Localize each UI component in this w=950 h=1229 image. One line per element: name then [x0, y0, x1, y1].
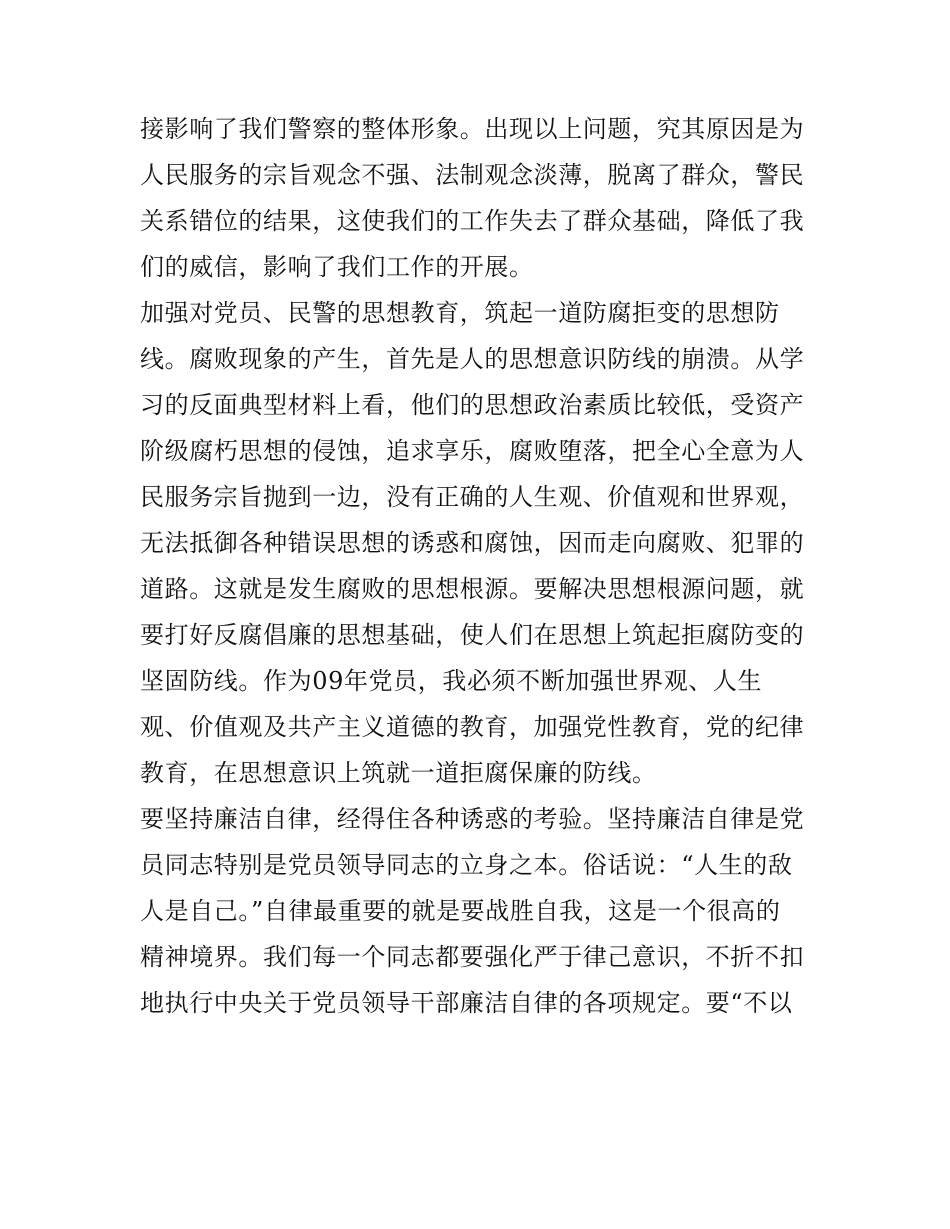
text-line: 要打好反腐倡廉的思想基础，使人们在思想上筑起拒腐防变的 [140, 621, 805, 649]
text-line: 教育，在思想意识上筑就一道拒腐保廉的防线。 [140, 759, 657, 787]
text-line: 精神境界。我们每一个同志都要强化严于律己意识，不折不扣 [140, 943, 805, 971]
text-line: 加强对党员、民警的思想教育，筑起一道防腐拒变的思想防 [140, 299, 780, 327]
text-line: 员同志特别是党员领导同志的立身之本。俗话说：“人生的敌 [140, 851, 793, 879]
text-line: 线。腐败现象的产生，首先是人的思想意识防线的崩溃。从学 [140, 345, 805, 373]
text-line: 习的反面典型材料上看，他们的思想政治素质比较低，受资产 [140, 391, 805, 419]
text-line: 接影响了我们警察的整体形象。出现以上问题，究其原因是为 [140, 115, 805, 143]
text-line: 地执行中央关于党员领导干部廉洁自律的各项规定。要“不以 [140, 989, 793, 1017]
text-line: 坚固防线。作为09年党员，我必须不断加强世界观、人生 [140, 667, 763, 695]
text-line: 阶级腐朽思想的侵蚀，追求享乐，腐败堕落，把全心全意为人 [140, 437, 805, 465]
text-line: 人民服务的宗旨观念不强、法制观念淡薄，脱离了群众，警民 [140, 161, 805, 189]
text-line: 关系错位的结果，这使我们的工作失去了群众基础，降低了我 [140, 207, 805, 235]
text-line: 道路。这就是发生腐败的思想根源。要解决思想根源问题，就 [140, 575, 805, 603]
document-body [140, 106, 820, 1026]
text-line: 民服务宗旨抛到一边，没有正确的人生观、价值观和世界观， [140, 483, 805, 511]
text-line: 们的威信，影响了我们工作的开展。 [140, 253, 534, 281]
text-line: 无法抵御各种错误思想的诱惑和腐蚀，因而走向腐败、犯罪的 [140, 529, 805, 557]
text-line: 要坚持廉洁自律，经得住各种诱惑的考验。坚持廉洁自律是党 [140, 805, 805, 833]
text-line: 观、价值观及共产主义道德的教育，加强党性教育，党的纪律 [140, 713, 805, 741]
text-line: 人是自己。”自律最重要的就是要战胜自我，这是一个很高的 [140, 897, 781, 925]
